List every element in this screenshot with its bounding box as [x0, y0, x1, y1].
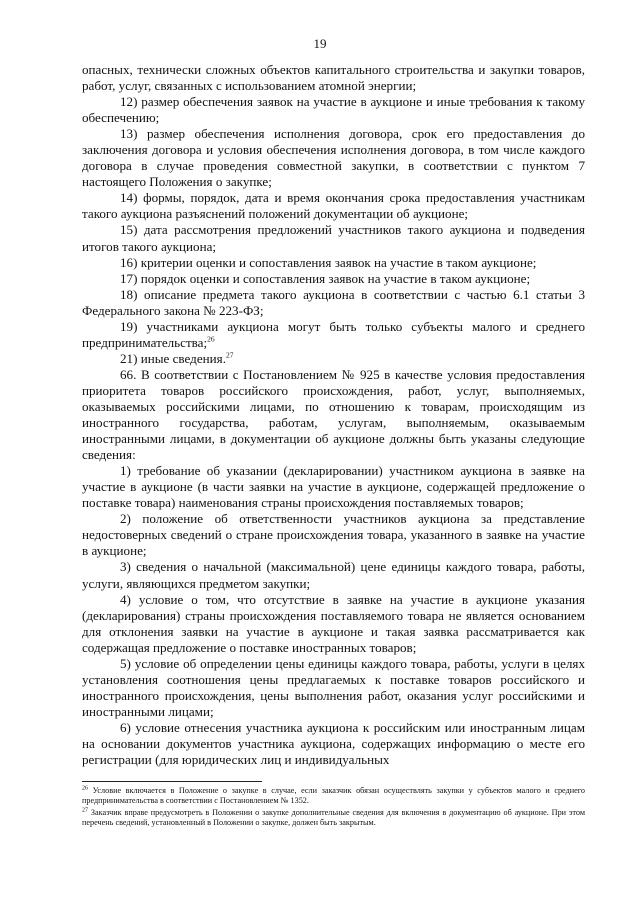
paragraph: 66. В соответствии с Постановлением № 925 в качестве условия предоставления приоритета товаров российского происхождения, работ, услуг, выполняемых, оказываемых российскими лицами, по отношению к товарам, происходящим из иностранного государства, работам, услугам, выполняемым, оказываемым иностранными лицами, в документации об аукционе должны быть указаны следующие сведения:	[82, 366, 585, 463]
paragraph: 2) положение об ответственности участников аукциона за представление недостоверных сведений о стране происхождения товара, указанного в заявке на участие в аукционе;	[82, 511, 585, 559]
footnote-mark: 27	[82, 807, 88, 814]
paragraph: 18) описание предмета такого аукциона в соответствии с частью 6.1 статьи 3 Федерального закона № 223-ФЗ;	[82, 286, 585, 318]
footnote: $^{27}$ Заказчик вправе предусмотреть в Положении о закупке дополнительные сведения для включения в документацию об аукционе. При этом перечень сведений, установленный в Положении о закупке, должен быть закрытым.	[82, 807, 585, 828]
footnote-separator	[82, 781, 262, 782]
paragraph: 5) условие об определении цены единицы каждого товара, работы, услуги в целях установления соотношения цены предлагаемых к поставке товаров российского и иностранного происхождения, цены выполнения работ, оказания услуг российскими и иностранными лицами;	[82, 655, 585, 719]
paragraph: 13) размер обеспечения исполнения договора, срок его предоставления до заключения договора и условия обеспечения исполнения договора, в том числе каждого договора в случае проведения совместной закупки, в соответствии с пунктом 7 настоящего Положения о закупке;	[82, 126, 585, 190]
paragraph: 1) требование об указании (декларировании) участником аукциона в заявке на участие в аукционе (в части заявки на участие в аукционе, содержащей предложение о поставке товара) наименования страны происхождения поставляемых товаров;	[82, 463, 585, 511]
paragraph: 15) дата рассмотрения предложений участников такого аукциона и подведения итогов такого аукциона;	[82, 222, 585, 254]
body-text	[82, 62, 585, 768]
page-number: 19	[313, 36, 327, 51]
paragraph: 16) критерии оценки и сопоставления заявок на участие в таком аукционе;	[120, 254, 537, 270]
footnotes	[82, 786, 585, 830]
paragraph: 14) формы, порядок, дата и время окончания срока предоставления участникам такого аукциона разъяснений положений документации об аукционе;	[82, 190, 585, 222]
footnote-ref: 26	[207, 334, 215, 344]
paragraph: опасных, технически сложных объектов капитального строительства и закупки товаров, работ, услуг, связанных с использованием атомной энергии;	[82, 62, 585, 94]
paragraph: 21) иные сведения.$^{27}$	[120, 350, 234, 366]
paragraph: 3) сведения о начальной (максимальной) цене единицы каждого товара, работы, услуги, являющихся предметом закупки;	[82, 559, 585, 591]
paragraph: 17) порядок оценки и сопоставления заявок на участие в таком аукционе;	[120, 270, 531, 286]
paragraph: 6) условие отнесения участника аукциона к российским или иностранным лицам на основании документов участника аукциона, содержащих информацию о месте его регистрации (для юридических лиц и индивидуальных	[82, 719, 585, 768]
footnote: $^{26}$ Условие включается в Положение о закупке в случае, если заказчик обязан осуществлять закупки у субъектов малого и среднего предпринимательства в соответствии с Постановлением № 1352.	[82, 785, 586, 806]
paragraph: 19) участниками аукциона могут быть только субъекты малого и среднего предпринимательства;$^{26}$	[82, 318, 585, 350]
footnote-mark: 26	[82, 785, 88, 792]
paragraph: 4) условие о том, что отсутствие в заявке на участие в аукционе указания (декларирования) страны происхождения поставляемого товара не является основанием для отклонения заявки на участие в аукционе и такая заявка рассматривается как содержащая предложение о поставке иностранных товаров;	[82, 591, 585, 655]
footnote-ref: 27	[225, 350, 234, 360]
paragraph: 12) размер обеспечения заявок на участие в аукционе и иные требования к такому обеспечению;	[82, 94, 585, 126]
